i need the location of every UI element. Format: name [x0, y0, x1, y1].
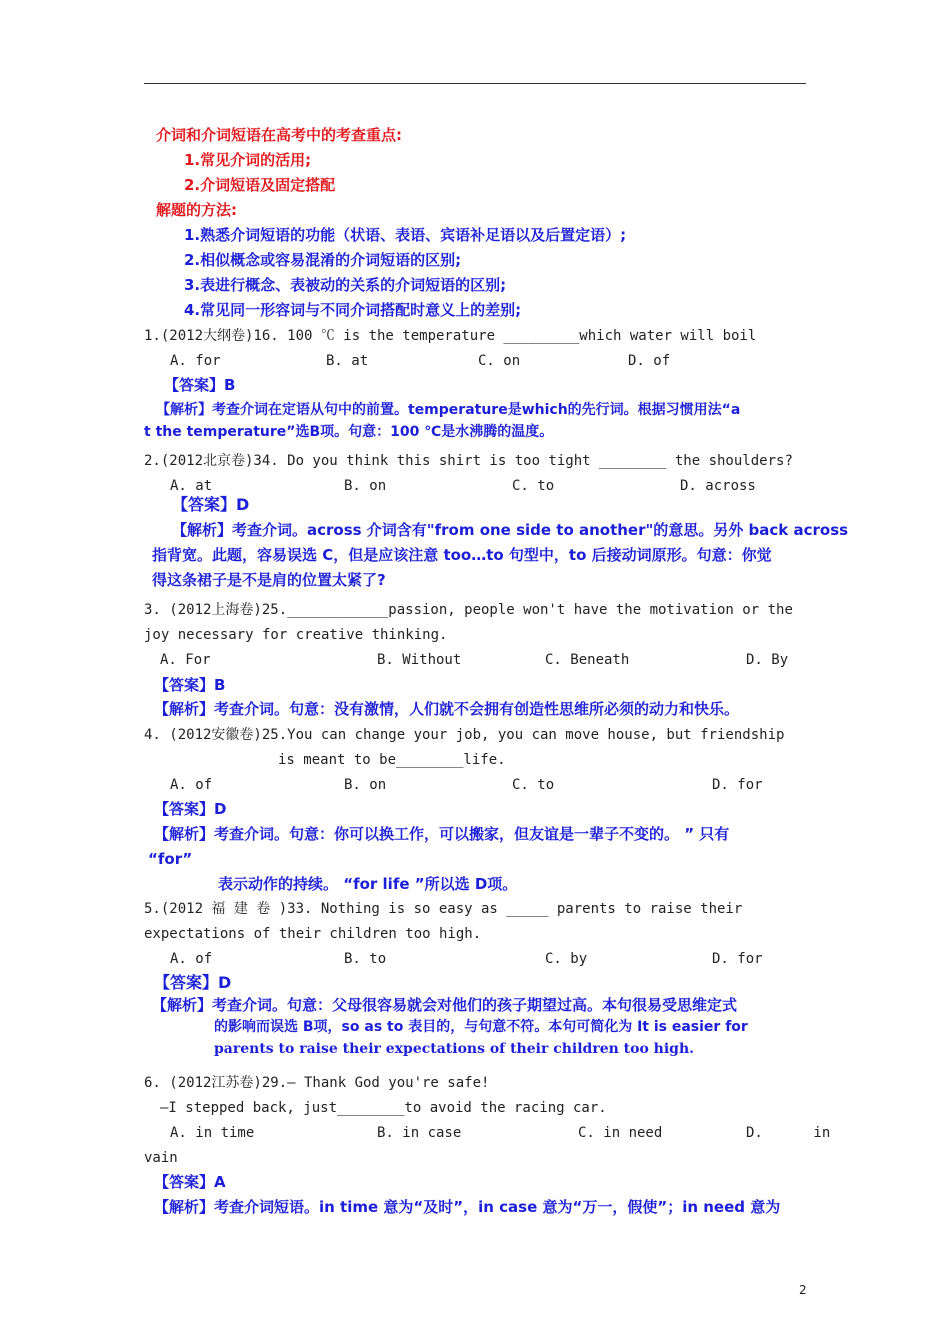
q4-analysis-line-2: “for” [148, 850, 193, 868]
key-point-2: 2.介词短语及固定搭配 [184, 176, 336, 194]
q4-option-b: B. on [344, 777, 387, 793]
q4-option-c: C. to [512, 777, 555, 793]
page-number: 2 [799, 1283, 807, 1297]
method-1: 1.熟悉介词短语的功能（状语、表语、宾语补足语以及后置定语）; [184, 226, 627, 244]
q6-answer: 【答案】A [154, 1173, 226, 1191]
q5-option-a: A. of [170, 951, 213, 967]
q6-option-a: A. in time [170, 1125, 255, 1141]
q3-option-b: B. Without [377, 652, 462, 668]
q6-option-c: C. in need [578, 1125, 663, 1141]
q6-stem-line-3: vain [144, 1150, 178, 1166]
method-2: 2.相似概念或容易混淆的介词短语的区别; [184, 251, 462, 269]
q2-option-d: D. across [680, 478, 756, 494]
q4-stem-line-2: is meant to be________life. [278, 752, 506, 768]
q1-option-d: D. of [628, 353, 671, 369]
q3-option-a: A. For [160, 652, 211, 668]
q2-analysis-line-2: 指背宽。此题，容易误选 C，但是应该注意 too…to 句型中，to 后接动词原形。句意：你觉 [152, 546, 772, 564]
q4-analysis-line-1: 【解析】考查介词。句意：你可以换工作，可以搬家，但友谊是一辈子不变的。 ” 只有 [154, 825, 730, 843]
q6-option-b: B. in case [377, 1125, 462, 1141]
q3-answer: 【答案】B [154, 676, 226, 694]
q2-analysis-line-1: 【解析】考查介词。across 介词含有"from one side to another"的意思。另外 back across [172, 521, 849, 539]
q6-option-d: D. in [746, 1125, 831, 1141]
q2-option-c: C. to [512, 478, 555, 494]
q6-stem-line-1: 6. (2012江苏卷)29.— Thank God you're safe! [144, 1075, 490, 1091]
q4-option-d: D. for [712, 777, 763, 793]
q6-analysis-line-1: 【解析】考查介词短语。in time 意为“及时”，in case 意为“万一，假使”；in need 意为 [154, 1198, 781, 1216]
q5-option-d: D. for [712, 951, 763, 967]
q3-option-c: C. Beneath [545, 652, 630, 668]
q1-analysis-line-2: t the temperature”选B项。句意：100 ℃是水沸腾的温度。 [144, 424, 554, 440]
q3-option-d: D. By [746, 652, 789, 668]
q1-option-c: C. on [478, 353, 521, 369]
method-title: 解题的方法: [156, 201, 237, 219]
q1-option-a: A. for [170, 353, 221, 369]
q3-analysis-line-1: 【解析】考查介词。句意：没有激情，人们就不会拥有创造性思维所必须的动力和快乐。 [154, 700, 740, 718]
q6-stem-line-2: —I stepped back, just________to avoid the racing car. [160, 1100, 607, 1116]
q5-analysis-line-1: 【解析】考查介词。句意：父母很容易就会对他们的孩子期望过高。本句很易受思维定式 [152, 996, 738, 1014]
q1-option-b: B. at [326, 353, 369, 369]
q2-answer: 【答案】D [172, 495, 250, 514]
method-3: 3.表进行概念、表被动的关系的介词短语的区别; [184, 276, 507, 294]
method-4: 4.常见同一形容词与不同介词搭配时意义上的差别; [184, 301, 522, 319]
q5-analysis-line-3: parents to raise their expectations of their children too high. [214, 1041, 695, 1057]
q3-stem-line-1: 3. (2012上海卷)25.____________passion, people won't have the motivation or the [144, 602, 793, 618]
q5-stem-line-2: expectations of their children too high. [144, 926, 482, 942]
q4-option-a: A. of [170, 777, 213, 793]
q4-answer: 【答案】D [154, 800, 227, 818]
header-rule [144, 83, 806, 84]
q5-stem-line-1: 5.(2012 福 建 卷 )33. Nothing is so easy as _____ parents to raise their [144, 901, 743, 917]
q3-stem-line-2: joy necessary for creative thinking. [144, 627, 448, 643]
q5-option-c: C. by [545, 951, 588, 967]
q4-analysis-line-3: 表示动作的持续。 “for life ”所以选 D项。 [218, 875, 518, 893]
q5-analysis-line-2: 的影响而误选 B项，so as to 表目的，与句意不符。本句可简化为 It is easier for [214, 1019, 748, 1035]
q2-option-a: A. at [170, 478, 213, 494]
q4-stem-line-1: 4. (2012安徽卷)25.You can change your job, you can move house, but friendship [144, 727, 785, 743]
q2-analysis-line-3: 得这条裙子是不是肩的位置太紧了? [152, 571, 386, 589]
q1-analysis-line-1: 【解析】考查介词在定语从句中的前置。temperature是which的先行词。根据习惯用法“a [156, 402, 741, 418]
section-title: 介词和介词短语在高考中的考查重点: [156, 126, 403, 144]
q5-option-b: B. to [344, 951, 387, 967]
key-point-1: 1.常见介词的活用; [184, 151, 312, 169]
q2-option-b: B. on [344, 478, 387, 494]
q5-answer: 【答案】D [154, 973, 232, 992]
q1-answer: 【答案】B [164, 376, 236, 394]
q2-stem: 2.(2012北京卷)34. Do you think this shirt is too tight ________ the shoulders? [144, 453, 793, 469]
q1-stem: 1.(2012大纲卷)16. 100 ℃ is the temperature _________which water will boil [144, 328, 757, 344]
